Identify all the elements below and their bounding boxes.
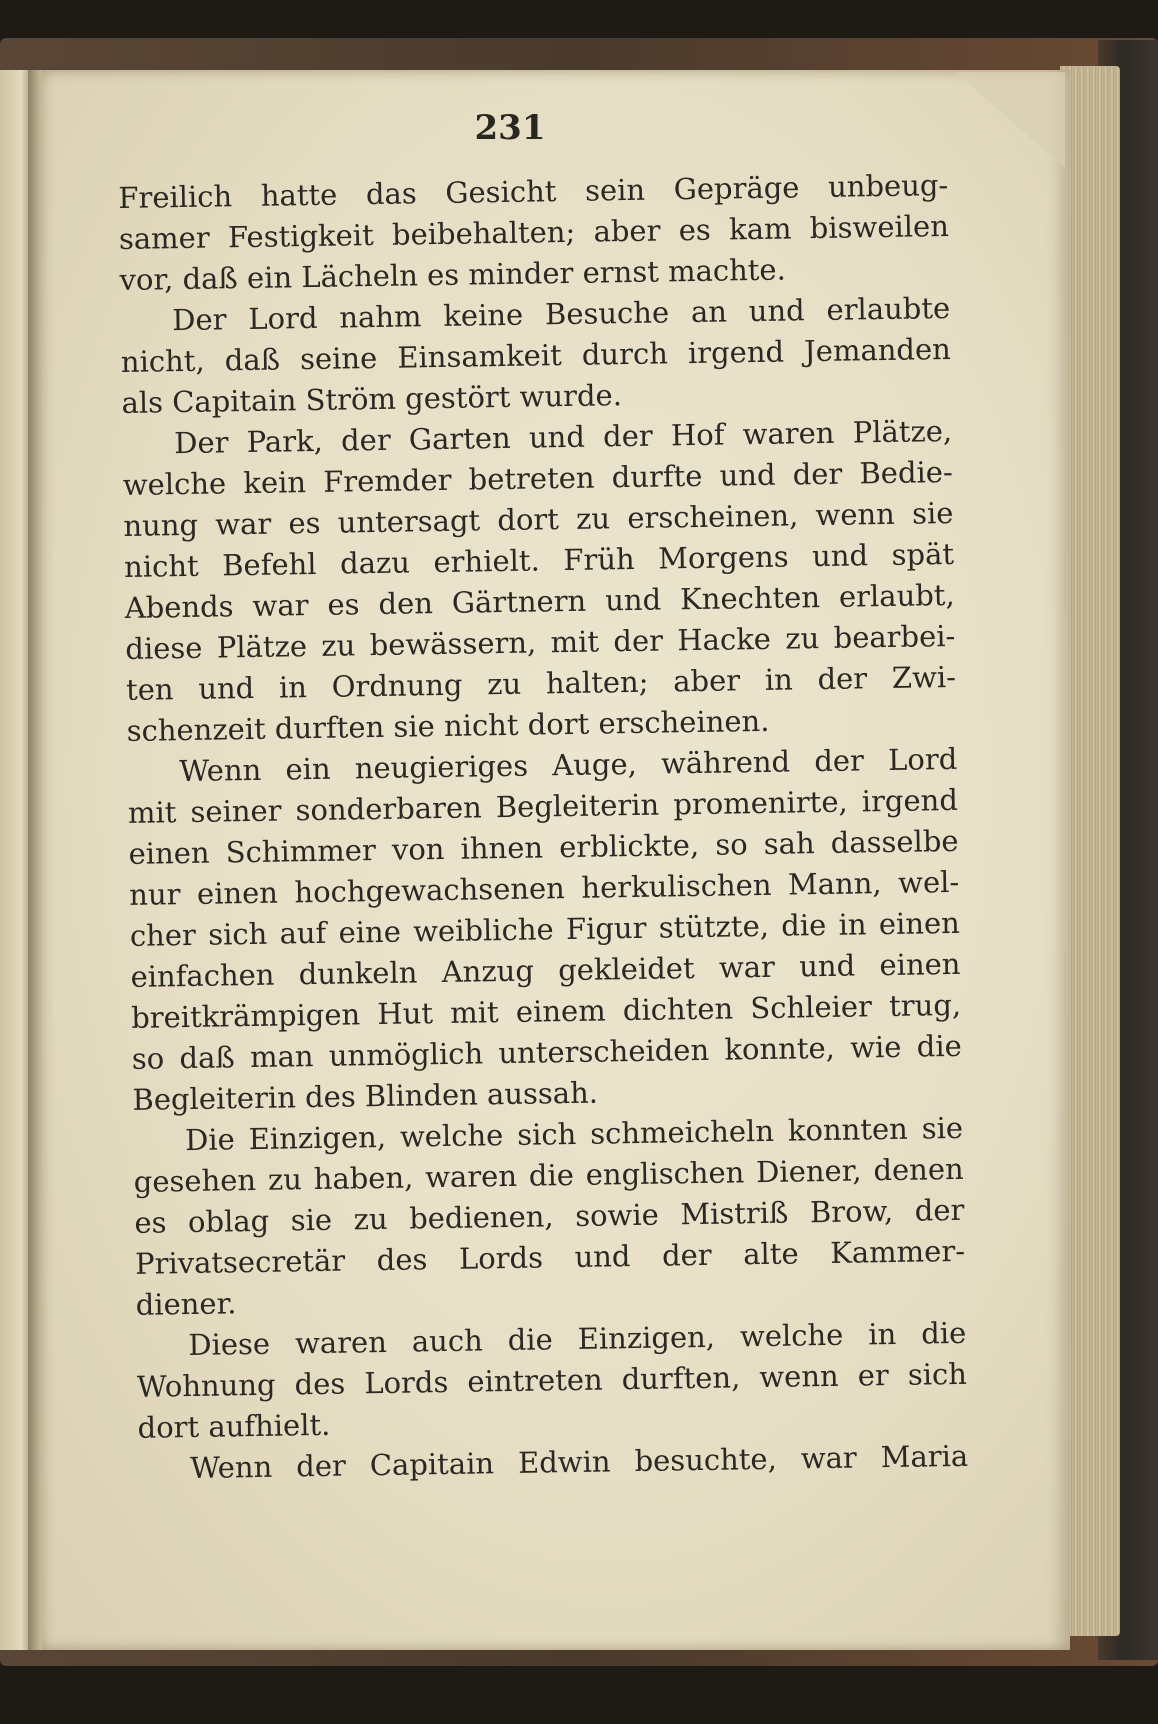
text-line: Begleiterin des Blinden aussah. (132, 1075, 599, 1117)
text-line: nicht Befehl dazu erhielt. Früh Morgens und spät (123, 536, 955, 584)
text-line: welche kein Fremder betreten durfte und der Bedie- (122, 454, 953, 502)
text-line: gesehen zu haben, waren die englischen Diener, denen (133, 1151, 964, 1199)
facing-page-edge (0, 70, 30, 1650)
text-line: diese Plätze zu bewässern, mit der Hacke zu bearbei- (125, 618, 956, 666)
body-text (118, 165, 969, 1490)
text-line: ten und in Ordnung zu halten; aber in der Zwi- (125, 659, 957, 707)
text-line: Privatsecretär des Lords und der alte Kammer- (134, 1233, 966, 1281)
page-gutter (28, 70, 42, 1650)
text-line: Freilich hatte das Gesicht sein Gepräge unbeug- (118, 167, 949, 215)
text-line: nung war es untersagt dort zu erscheinen, wenn sie (123, 495, 954, 543)
text-line: nicht, daß seine Einsamkeit durch irgend Jemanden (120, 331, 952, 379)
text-line: cher sich auf eine weibliche Figur stützte, die in einen (129, 905, 961, 953)
text-line: schenzeit durften sie nicht dort erscheinen. (126, 703, 770, 748)
text-line: Abends war es den Gärtnern und Knechten erlaubt, (124, 577, 955, 625)
text-line: diener. (135, 1286, 237, 1322)
text-line: Der Park, der Garten und der Hof waren Plätze, (173, 413, 953, 461)
text-line: Wenn ein neugieriges Auge, während der Lord (179, 741, 958, 789)
text-line: nur einen hochgewachsenen herkulischen Mann, wel- (128, 864, 960, 912)
text-line: mit seiner sonderbaren Begleiterin promenirte, irgend (127, 782, 959, 830)
text-line: Wenn der Capitain Edwin besuchte, war Maria (190, 1438, 969, 1486)
text-line: Die Einzigen, welche sich schmeicheln konnten sie (184, 1110, 964, 1158)
text-line: als Capitain Ström gestört wurde. (121, 378, 623, 420)
text-line: einen Schimmer von ihnen erblickte, so sah dasselbe (128, 823, 959, 871)
text-line: einfachen dunkeln Anzug gekleidet war und einen (130, 946, 961, 994)
text-line: Diese waren auch die Einzigen, welche in die (188, 1315, 967, 1363)
page-number: 231 (474, 108, 546, 148)
text-line: samer Festigkeit beibehalten; aber es kam bisweilen (118, 208, 950, 256)
text-line: vor, daß ein Lächeln es minder ernst machte. (119, 252, 787, 297)
text-line: dort aufhielt. (137, 1407, 331, 1445)
text-line: breitkrämpigen Hut mit einem dichten Schleier trug, (130, 987, 962, 1035)
text-line: so daß man unmöglich unterscheiden konnte, wie die (131, 1028, 963, 1076)
text-line: Der Lord nahm keine Besuche an und erlaubte (171, 290, 951, 338)
text-line: es oblag sie zu bedienen, sowie Mistriß Brow, der (134, 1192, 965, 1240)
text-line: Wohnung des Lords eintreten durften, wenn er sich (136, 1356, 968, 1404)
